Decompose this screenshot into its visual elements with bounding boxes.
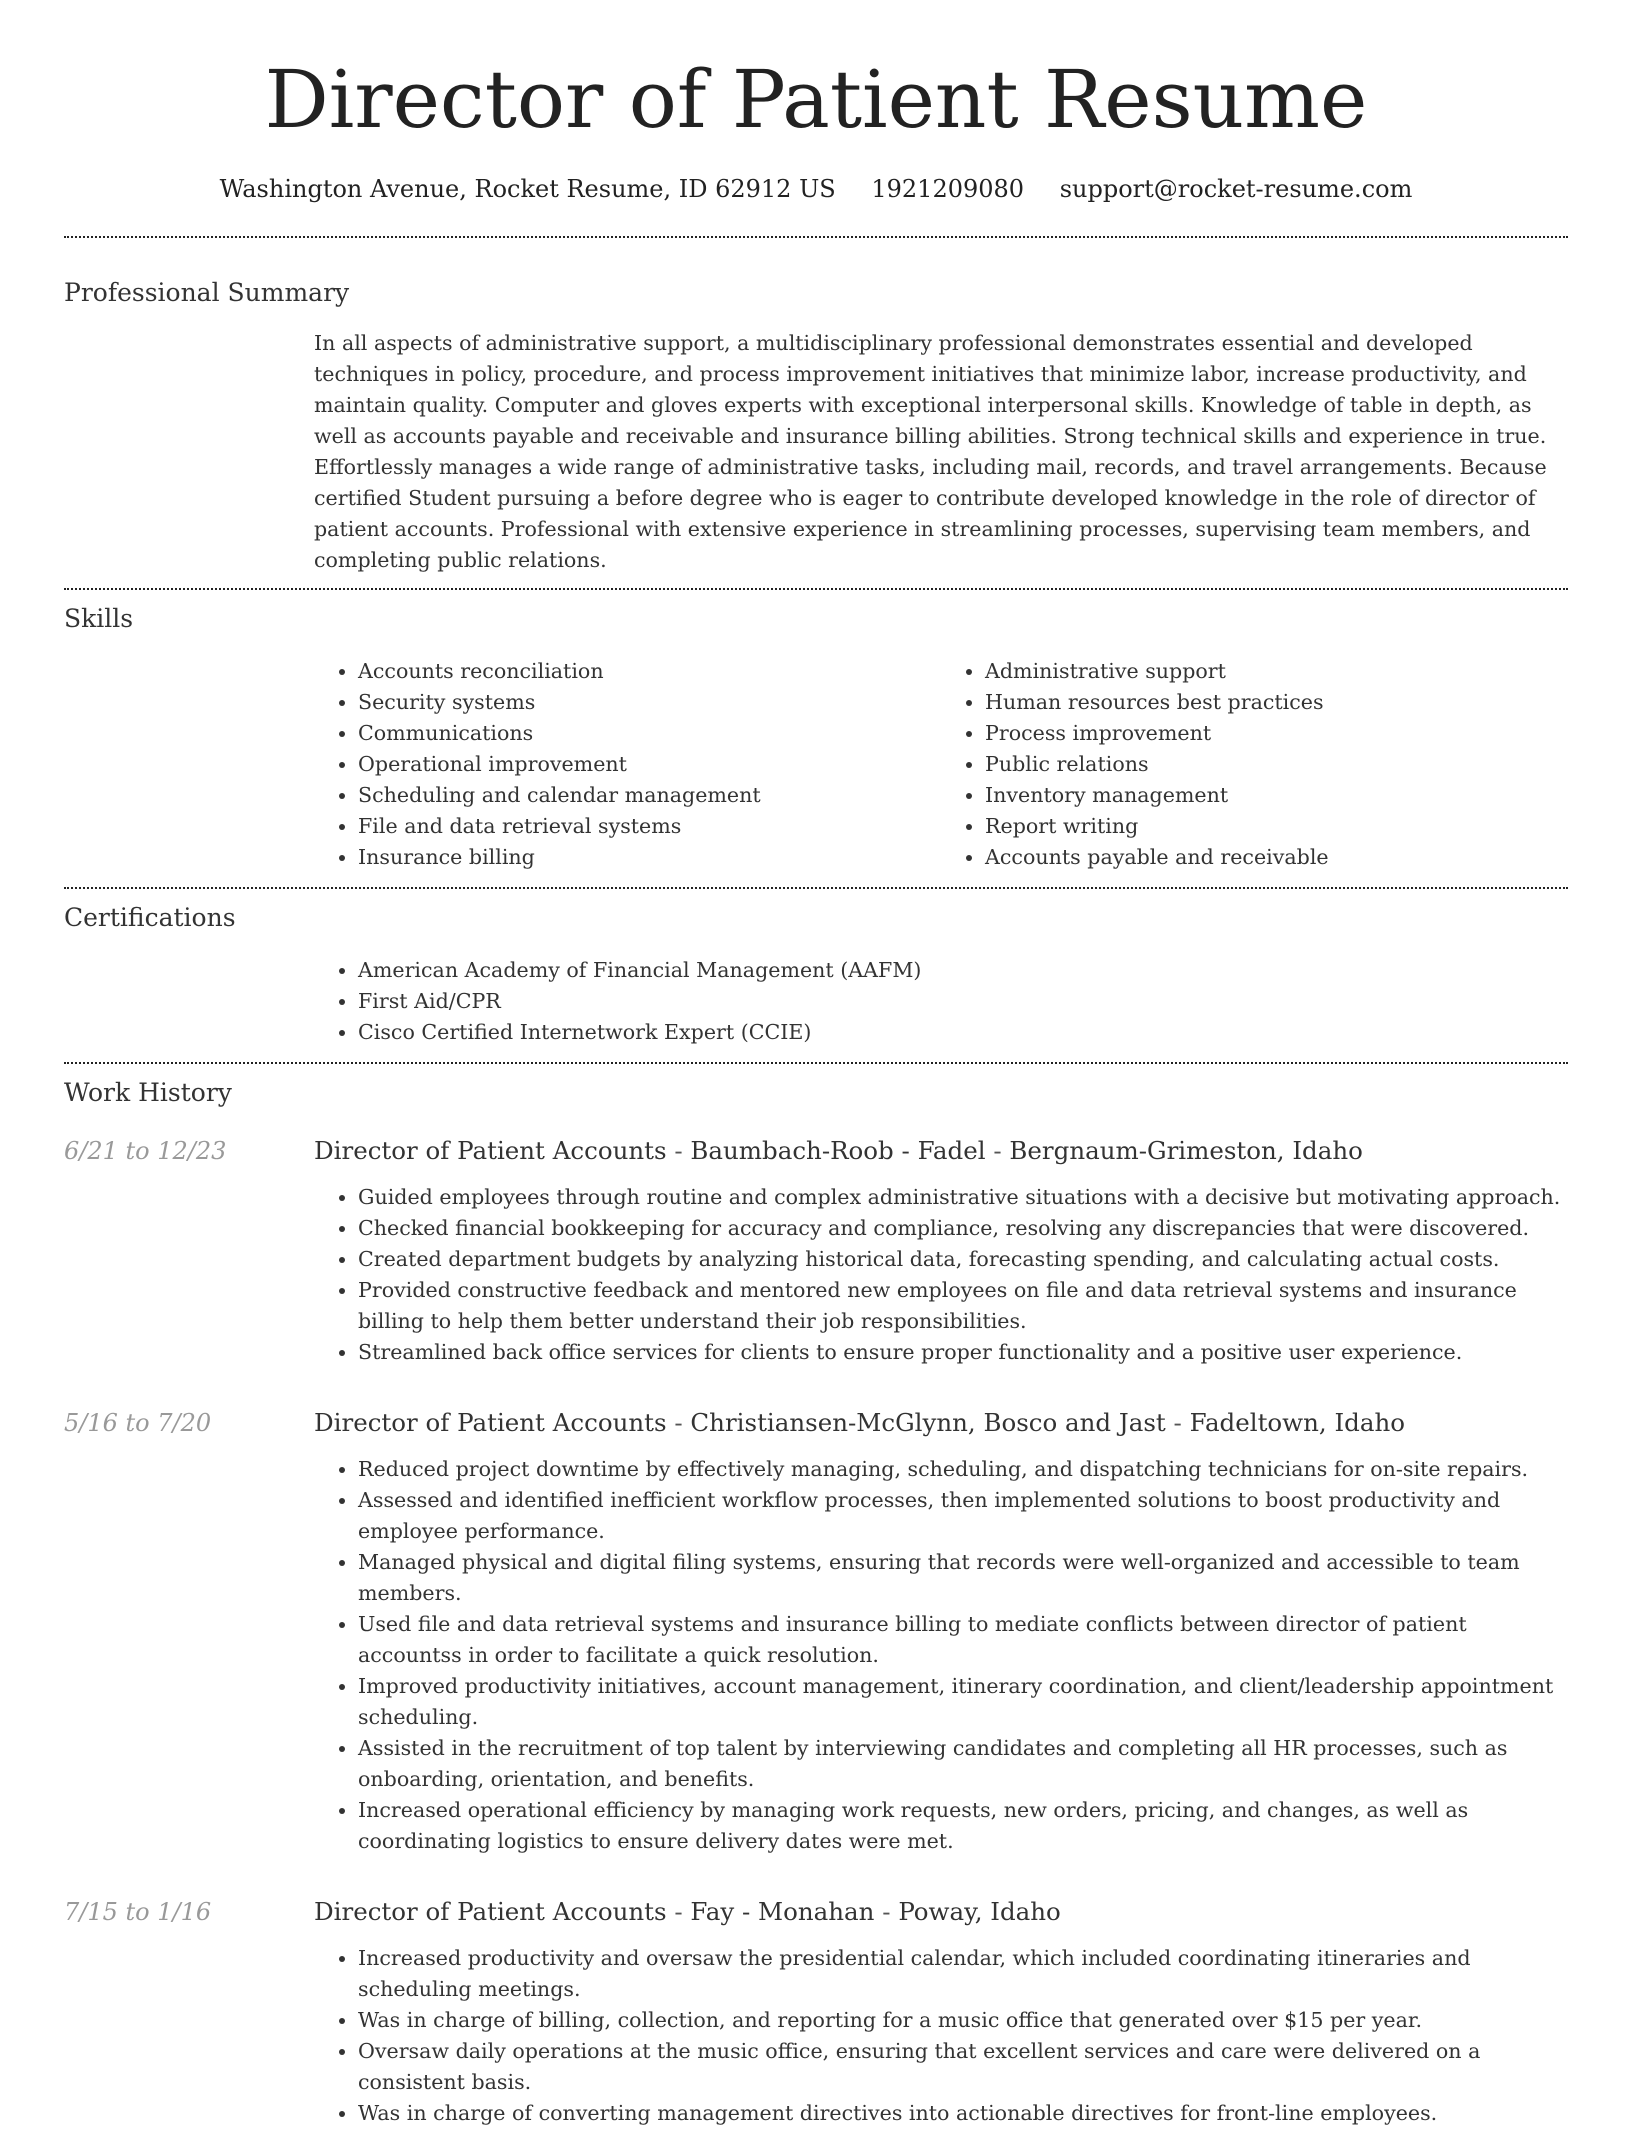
skill-item: • File and data retrieval systems [358, 811, 941, 842]
contact-line [64, 170, 1568, 208]
contact-phone: 1921209080 [871, 175, 1025, 203]
job-duty: • Oversaw daily operations at the music office, ensuring that excellent services and care were delivered on a consistent basis. [358, 2036, 1568, 2098]
certifications-section [64, 889, 1568, 1062]
job-duties-list [314, 1943, 1568, 2129]
skills-section [64, 590, 1568, 887]
job-entry [64, 1134, 1568, 1368]
job-role: Director of Patient Accounts [314, 1408, 667, 1437]
job-duty: • Improved productivity initiatives, account management, itinerary coordination, and client/leadership appointment scheduling. [358, 1671, 1568, 1733]
job-duty: • Guided employees through routine and complex administrative situations with a decisive but motivating approach. [358, 1182, 1568, 1213]
job-role: Director of Patient Accounts [314, 1897, 667, 1926]
skill-item: • Administrative support [985, 656, 1568, 687]
resume-page [64, 0, 1568, 2129]
job-title: Director of Patient Accounts - Baumbach-Roob - Fadel - Bergnaum-Grimeston, Idaho [314, 1136, 1363, 1165]
job-duties [314, 1182, 1568, 1368]
job-duty: • Assisted in the recruitment of top talent by interviewing candidates and completing all HR processes, such as onboarding, orientation, and benefits. [358, 1733, 1568, 1795]
job-duties [314, 1943, 1568, 2129]
skill-item: • Human resources best practices [985, 687, 1568, 718]
job-duty: • Created department budgets by analyzing historical data, forecasting spending, and calculating actual costs. [358, 1244, 1568, 1275]
summary-section [64, 238, 1568, 588]
skills-list-right [941, 656, 1568, 873]
job-location: Poway, Idaho [898, 1897, 1061, 1926]
certification-item: • First Aid/CPR [358, 986, 1568, 1017]
job-duties [314, 1454, 1568, 1857]
job-entry [64, 1406, 1568, 1857]
job-duty: • Managed physical and digital filing systems, ensuring that records were well-organized and accessible to team members. [358, 1547, 1568, 1609]
skills-heading: Skills [64, 604, 134, 633]
contact-email: support@rocket-resume.com [1059, 175, 1413, 203]
job-company: Christiansen-McGlynn, Bosco and Jast [690, 1408, 1166, 1437]
job-entry [64, 1895, 1568, 2129]
skill-item: • Process improvement [985, 718, 1568, 749]
work-history-heading: Work History [64, 1078, 232, 1107]
job-duty: • Provided constructive feedback and mentored new employees on file and data retrieval systems and insurance billing to help them better understand their job responsibilities. [358, 1275, 1568, 1337]
job-dates: 7/15 to 1/16 [64, 1898, 212, 1926]
skill-item: • Accounts reconciliation [358, 656, 941, 687]
job-duty: • Streamlined back office services for clients to ensure proper functionality and a positive user experience. [358, 1337, 1568, 1368]
certifications-body [314, 955, 1568, 1062]
job-duty: • Was in charge of billing, collection, and reporting for a music office that generated over $15 per year. [358, 2005, 1568, 2036]
job-duty: • Increased operational efficiency by managing work requests, new orders, pricing, and changes, as well as coordinating logistics to ensure delivery dates were met. [358, 1795, 1568, 1857]
certifications-list [314, 955, 1568, 1048]
job-duty: • Assessed and identified inefficient workflow processes, then implemented solutions to boost productivity and employee performance. [358, 1485, 1568, 1547]
skills-list-left [314, 656, 941, 873]
job-location: Bergnaum-Grimeston, Idaho [1009, 1136, 1363, 1165]
job-location: Fadeltown, Idaho [1189, 1408, 1405, 1437]
job-dates: 5/16 to 7/20 [64, 1409, 212, 1437]
skill-item: • Communications [358, 718, 941, 749]
job-company: Baumbach-Roob - Fadel [690, 1136, 986, 1165]
resume-title: Director of Patient Resume [264, 53, 1368, 146]
job-duty: • Reduced project downtime by effectively managing, scheduling, and dispatching technicians for on-site repairs. [358, 1454, 1568, 1485]
summary-text: In all aspects of administrative support, a multidisciplinary professional demonstrates essential and developed techniques in policy, procedure, and process improvement initiatives that minimize labor, increase productivity, and maintain quality. Computer and gloves experts with exceptional interpersonal skills. Knowledge of table in depth, as well as accounts payable and receivable and insurance billing abilities. Strong technical skills and experience in true. Effortlessly manages a wide range of administrative tasks, including mail, records, and travel arrangements. Because certified Student pursuing a before degree who is eager to contribute developed knowledge in the role of director of patient accounts. Professional with extensive experience in streamlining processes, supervising team members, and completing public relations. [314, 331, 1547, 572]
skill-item: • Accounts payable and receivable [985, 842, 1568, 873]
certifications-heading: Certifications [64, 903, 236, 932]
job-role: Director of Patient Accounts [314, 1136, 667, 1165]
certification-item: • Cisco Certified Internetwork Expert (CCIE) [358, 1017, 1568, 1048]
summary-heading: Professional Summary [64, 278, 350, 307]
skill-item: • Report writing [985, 811, 1568, 842]
skill-item: • Inventory management [985, 780, 1568, 811]
work-history-section [64, 1064, 1568, 2129]
job-dates: 6/21 to 12/23 [64, 1137, 227, 1165]
skill-item: • Insurance billing [358, 842, 941, 873]
job-duties-list [314, 1454, 1568, 1857]
job-title: Director of Patient Accounts - Christiansen-McGlynn, Bosco and Jast - Fadeltown, Idaho [314, 1408, 1405, 1437]
certification-item: • American Academy of Financial Management (AAFM) [358, 955, 1568, 986]
skill-item: • Public relations [985, 749, 1568, 780]
job-duty: • Used file and data retrieval systems and insurance billing to mediate conflicts between director of patient accountss in order to facilitate a quick resolution. [358, 1609, 1568, 1671]
job-duty: • Increased productivity and oversaw the presidential calendar, which included coordinating itineraries and scheduling meetings. [358, 1943, 1568, 2005]
job-duty: • Checked financial bookkeeping for accuracy and compliance, resolving any discrepancies that were discovered. [358, 1213, 1568, 1244]
job-company: Fay - Monahan [690, 1897, 875, 1926]
skill-item: • Security systems [358, 687, 941, 718]
job-title: Director of Patient Accounts - Fay - Monahan - Poway, Idaho [314, 1897, 1061, 1926]
skill-item: • Operational improvement [358, 749, 941, 780]
job-duties-list [314, 1182, 1568, 1368]
job-duty: • Was in charge of converting management directives into actionable directives for front-line employees. [358, 2098, 1568, 2129]
contact-address: Washington Avenue, Rocket Resume, ID 62912 US [219, 175, 836, 203]
skill-item: • Scheduling and calendar management [358, 780, 941, 811]
skills-grid [314, 656, 1568, 887]
